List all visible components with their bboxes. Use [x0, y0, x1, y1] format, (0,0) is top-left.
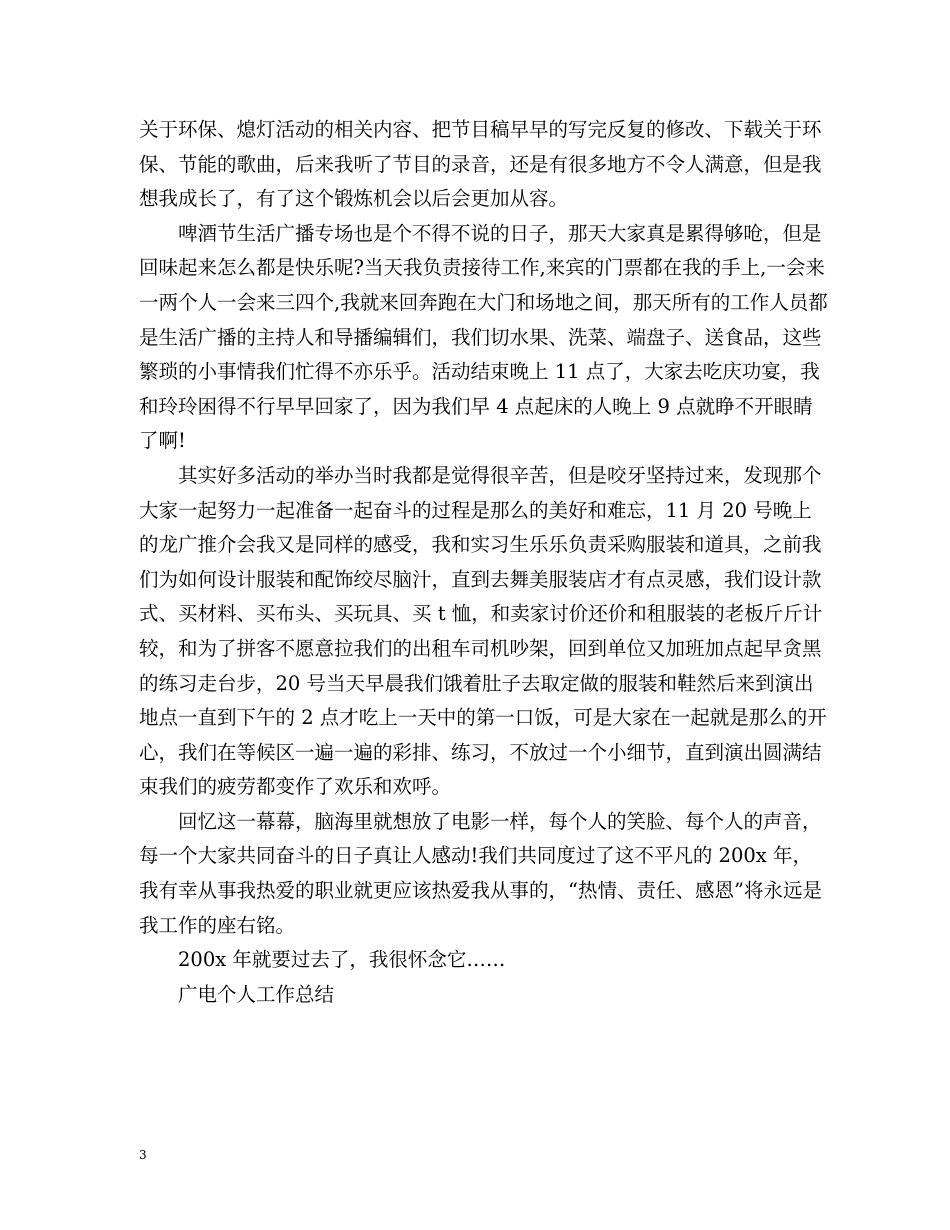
document-body: [139, 113, 829, 1012]
paragraph-year-end: 200x 年就要过去了，我很怀念它……: [178, 948, 506, 972]
paragraph-title-line: 广电个人工作总结: [178, 982, 335, 1006]
paragraph-environment-program: 关于环保、熄灯活动的相关内容、把节目稿早早的写完反复的修改、下载关于环保、节能的歌曲，后来我听了节目的录音，还是有很多地方不令人满意，但是我想我成长了，有了这个锻炼机会以后会更加从容。: [139, 118, 822, 211]
paragraph-beer-festival: 啤酒节生活广播专场也是个不得不说的日子，那天大家真是累得够呛，但是回味起来怎么都是快乐呢?当天我负责接待工作,来宾的门票都在我的手上,一会来一两个人一会来三四个,我就来回奔跑在大门和场地之间，那天所有的工作人员都是生活广播的主持人和导播编辑们，我们切水果、洗菜、端盘子、送食品，这些繁琐的小事情我们忙得不亦乐乎。活动结束晚上 11 点了，大家去吃庆功宴，我和玲玲困得不行早早回家了，因为我们早 4 点起床的人晚上 9 点就睁不开眼睛了啊!: [139, 221, 828, 453]
paragraph-activities-reflection: 其实好多活动的举办当时我都是觉得很辛苦，但是咬牙坚持过来，发现那个大家一起努力一起准备一起奋斗的过程是那么的美好和难忘，11 月 20 号晚上的龙广推介会我又是同样的感受，我和实习生乐乐负责采购服装和道具，之前我们为如何设计服装和配饰绞尽脑汁，直到去舞美服装店才有点灵感，我们设计款式、买材料、买布头、买玩具、买 t 恤，和卖家讨价还价和租服装的老板斤斤计较，和为了拼客不愿意拉我们的出租车司机吵架，回到单位又加班加点起早贪黑的练习走台步，20 号当天早晨我们饿着肚子去取定做的服装和鞋然后来到演出地点一直到下午的 2 点才吃上一天中的第一口饭，可是大家在一起就是那么的开心，我们在等候区一遍一遍的彩排、练习，不放过一个小细节，直到演出圆满结束我们的疲劳都变作了欢乐和欢呼。: [139, 463, 827, 799]
paragraph-memories: 回忆这一幕幕，脑海里就想放了电影一样，每个人的笑脸、每个人的声音，每一个大家共同奋斗的日子真让人感动!我们共同度过了这不平凡的 200x 年，我有幸从事我热爱的职业就更应该热爱我从事的，“热情、责任、感恩”将永远是我工作的座右铭。: [139, 809, 822, 937]
page-number: 3: [139, 1148, 147, 1162]
